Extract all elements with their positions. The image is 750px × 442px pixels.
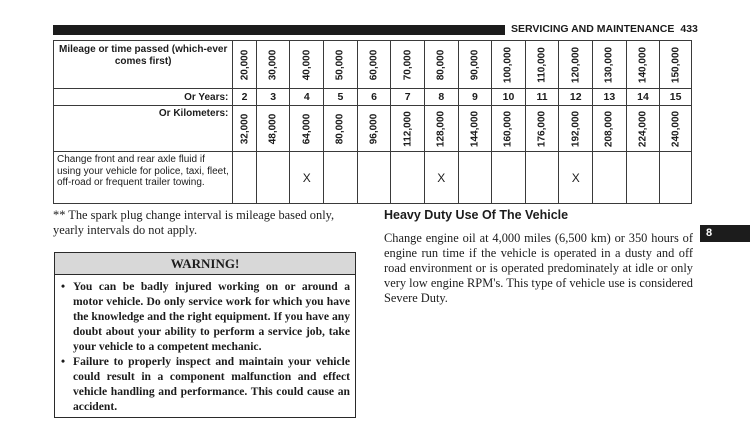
mileage-label: Mileage or time passed (which-ever comes first)	[54, 41, 233, 89]
mileage-cell: 90,000	[458, 41, 492, 89]
mileage-cell: 70,000	[391, 41, 425, 89]
year-cell: 13	[593, 89, 627, 106]
chapter-tab	[700, 225, 750, 242]
maintenance-schedule-table	[53, 40, 692, 204]
service-mark	[626, 152, 660, 204]
service-mark	[660, 152, 692, 204]
km-cell: 32,000	[233, 106, 256, 152]
years-label: Or Years:	[54, 89, 233, 106]
km-cell: 48,000	[256, 106, 290, 152]
service-mark	[357, 152, 391, 204]
year-cell: 15	[660, 89, 692, 106]
year-cell: 11	[525, 89, 559, 106]
year-cell: 8	[424, 89, 458, 106]
year-cell: 5	[324, 89, 358, 106]
service-mark	[256, 152, 290, 204]
mileage-cell: 80,000	[424, 41, 458, 89]
mileage-cell: 140,000	[626, 41, 660, 89]
service-mark	[458, 152, 492, 204]
warning-item: • Failure to properly inspect and maintain your vehicle could result in a component malfunction and effect vehicle handling and performance. This could cause an accident.	[61, 355, 350, 413]
year-cell: 12	[559, 89, 593, 106]
year-cell: 6	[357, 89, 391, 106]
mileage-cell: 110,000	[525, 41, 559, 89]
service-mark	[233, 152, 256, 204]
km-cell: 128,000	[424, 106, 458, 152]
mileage-row	[54, 41, 692, 89]
heavy-duty-paragraph: Change engine oil at 4,000 miles (6,500 km) or 350 hours of engine run time if the vehicle is operated in a dusty and off road environment or is operated predominately at idle or only very low engine RPM's. This type of vehicle use is considered Severe Duty.	[384, 231, 693, 305]
service-mark	[593, 152, 627, 204]
km-cell: 144,000	[458, 106, 492, 152]
page-number: 433	[680, 23, 698, 35]
mileage-cell: 60,000	[357, 41, 391, 89]
year-cell: 4	[290, 89, 324, 106]
km-cell: 224,000	[626, 106, 660, 152]
service-row-axle-fluid	[54, 152, 692, 204]
service-mark	[391, 152, 425, 204]
service-description: Change front and rear axle fluid if using your vehicle for police, taxi, fleet, off-road or frequent trailer towing.	[54, 152, 233, 204]
mileage-cell: 100,000	[492, 41, 526, 89]
bullet-icon: •	[61, 355, 66, 368]
heavy-duty-heading: Heavy Duty Use Of The Vehicle	[384, 208, 569, 222]
mileage-cell: 20,000	[233, 41, 256, 89]
year-cell: 14	[626, 89, 660, 106]
mileage-cell: 40,000	[290, 41, 324, 89]
year-cell: 2	[233, 89, 256, 106]
service-mark	[525, 152, 559, 204]
warning-title: WARNING!	[55, 253, 355, 275]
header-rule	[53, 25, 505, 35]
year-cell: 7	[391, 89, 425, 106]
km-cell: 192,000	[559, 106, 593, 152]
service-mark: X	[424, 152, 458, 204]
km-cell: 80,000	[324, 106, 358, 152]
warning-box	[54, 252, 356, 418]
bullet-icon: •	[61, 280, 66, 293]
km-cell: 112,000	[391, 106, 425, 152]
year-cell: 10	[492, 89, 526, 106]
service-mark: X	[559, 152, 593, 204]
km-cell: 176,000	[525, 106, 559, 152]
mileage-cell: 50,000	[324, 41, 358, 89]
km-cell: 240,000	[660, 106, 692, 152]
kilometers-row	[54, 106, 692, 152]
service-mark: X	[290, 152, 324, 204]
warning-item: • You can be badly injured working on or around a motor vehicle. Do only service work for which you have the knowledge and the right equipment. If you have any doubt about your ability to perform a service job, take your vehicle to a competent mechanic.	[61, 280, 350, 353]
section-title: SERVICING AND MAINTENANCE	[511, 23, 675, 35]
mileage-cell: 120,000	[559, 41, 593, 89]
kilometers-label: Or Kilometers:	[54, 106, 233, 152]
year-cell: 9	[458, 89, 492, 106]
service-mark	[324, 152, 358, 204]
km-cell: 64,000	[290, 106, 324, 152]
service-mark	[492, 152, 526, 204]
km-cell: 96,000	[357, 106, 391, 152]
chapter-tab-label: 8	[706, 227, 713, 239]
years-row	[54, 89, 692, 106]
running-header	[511, 23, 696, 35]
year-cell: 3	[256, 89, 290, 106]
spark-plug-footnote: ** The spark plug change interval is mileage based only, yearly intervals do not apply.	[53, 208, 335, 237]
km-cell: 208,000	[593, 106, 627, 152]
warning-list	[55, 279, 355, 414]
km-cell: 160,000	[492, 106, 526, 152]
mileage-cell: 150,000	[660, 41, 692, 89]
mileage-cell: 130,000	[593, 41, 627, 89]
mileage-cell: 30,000	[256, 41, 290, 89]
